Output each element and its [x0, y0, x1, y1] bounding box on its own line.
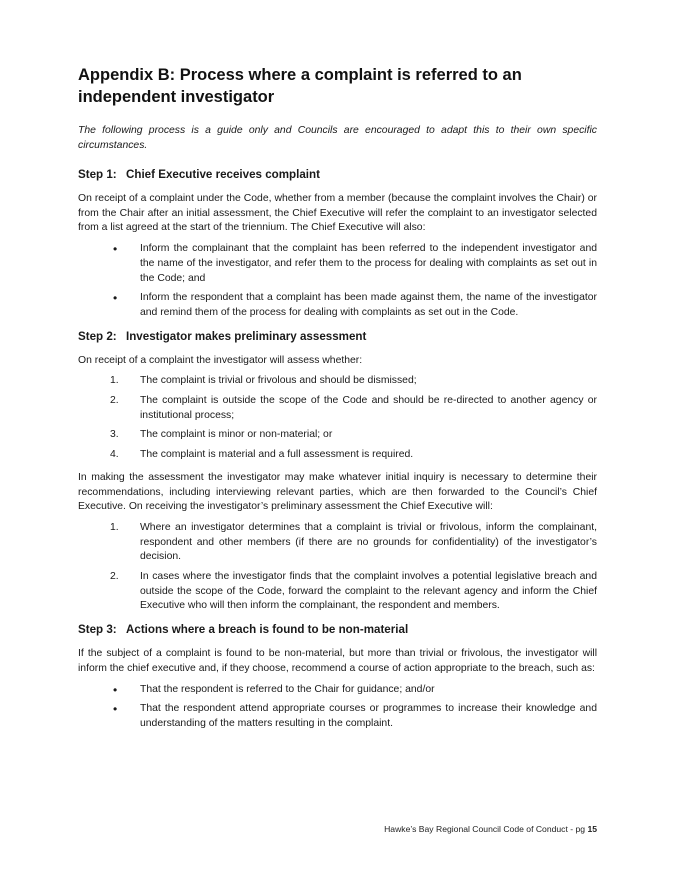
page-number: 15 — [587, 824, 597, 834]
step2-paragraph-2: In making the assessment the investigator may make whatever initial inquiry is necessary to determine their recommendations, including interviewing relevant parties, which are then forwarded to the Council’s Chief Executive. On receiving the investigator’s preliminary assessment the Chief Executive will: — [78, 471, 597, 513]
page-footer — [384, 824, 597, 834]
step3-bullets — [78, 683, 597, 732]
bullet-icon: • — [113, 291, 118, 306]
list-item: • Inform the complainant that the complaint has been referred to the independent investigator and the name of the investigator, and refer them to the process for dealing with complaints as set out in the Code; and — [113, 242, 597, 284]
step3-number: Step 3: — [78, 623, 117, 637]
step3-title: Actions where a breach is found to be non-material — [126, 623, 409, 637]
step2-number: Step 2: — [78, 329, 117, 343]
list-item: 3. The complaint is minor or non-material; or — [110, 429, 333, 441]
step1-number: Step 1: — [78, 168, 117, 181]
list-item: • That the respondent attend appropriate courses or programmes to increase their knowledge and understanding of the matters resulting in the complaint. — [113, 702, 597, 729]
list-item: • That the respondent is referred to the Chair for guidance; and/or — [113, 682, 435, 697]
intro-note: The following process is a guide only and Councils are encouraged to adapt this to their own specific circumstances. — [78, 125, 597, 151]
step2-paragraph: On receipt of a complaint the investigator will assess whether: — [78, 354, 363, 366]
step2-heading — [78, 329, 597, 344]
list-item: 2. In cases where the investigator finds that the complaint involves a potential legislative breach and outside the scope of the Code, forward the complaint to the relevant agency and inform the Chief Executive who will then inform the complainant, the respondent and members. — [110, 571, 597, 612]
bullet-icon: • — [113, 242, 118, 257]
list-item: 1. Where an investigator determines that a complaint is trivial or frivolous, inform the complainant, respondent and other members (if there are no grounds for confidentiality) of the investigator’s decision. — [110, 521, 597, 563]
step2-actions-list — [78, 521, 597, 614]
step1-bullets — [78, 242, 597, 321]
step1-title: Chief Executive receives complaint — [126, 168, 320, 181]
step3-paragraph: If the subject of a complaint is found to be non-material, but more than trivial or frivolous, the investigator will inform the chief executive and, if they choose, recommend a course of action appropriate to the breach, such as: — [78, 648, 597, 674]
list-item: 1. The complaint is trivial or frivolous and should be dismissed; — [110, 375, 417, 387]
page-title: Appendix B: Process where a complaint is referred to an independent investigator — [78, 66, 522, 106]
step2-assessment-list — [78, 374, 597, 463]
step2-title: Investigator makes preliminary assessment — [126, 329, 367, 343]
list-item: • Inform the respondent that a complaint has been made against them, the name of the investigator and remind them of the process for dealing with complaints as set out in the Code. — [113, 291, 597, 318]
step1-heading — [78, 167, 597, 182]
list-item: 4. The complaint is material and a full assessment is required. — [110, 449, 414, 461]
list-item: 2. The complaint is outside the scope of the Code and should be re-directed to another agency or institutional process; — [110, 395, 597, 421]
bullet-icon: • — [113, 682, 118, 697]
step1-paragraph: On receipt of a complaint under the Code, whether from a member (because the complaint involves the Chair) or from the Chair after an initial assessment, the Chief Executive will refer the complaint to an investigator selected from a list agreed at the start of the triennium. The Chief Executive will also: — [78, 193, 597, 234]
footer-text: Hawke’s Bay Regional Council Code of Conduct - pg — [384, 824, 586, 834]
bullet-icon: • — [113, 702, 118, 717]
step3-heading — [78, 622, 597, 637]
